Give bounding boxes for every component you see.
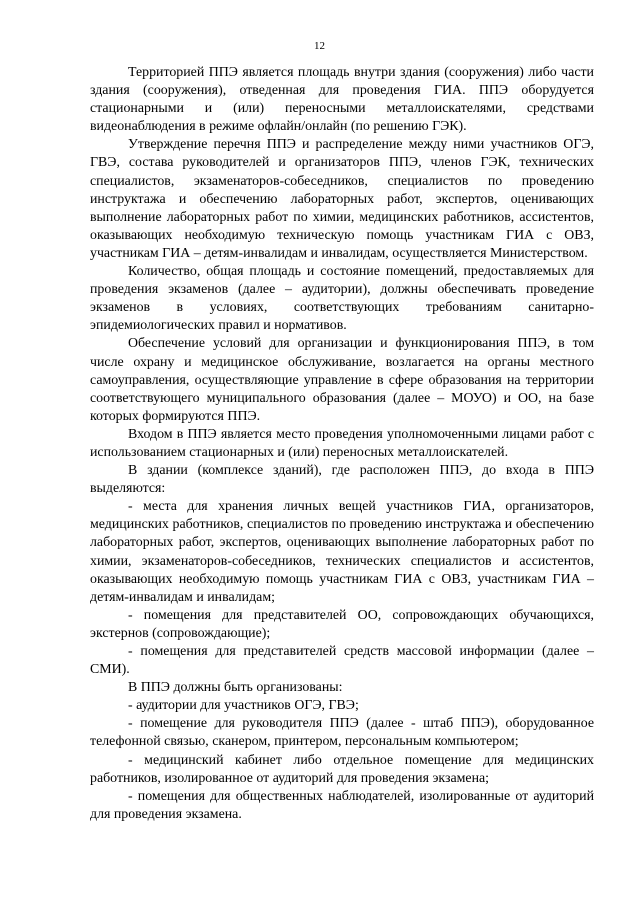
list-item-exam-rooms: - аудитории для участников ОГЭ, ГВЭ; xyxy=(128,698,359,714)
list-item-observer-rooms: - помещения для общественных наблюдателей, изолированные от аудиторий для проведения экзамена. xyxy=(90,788,594,822)
list-item-medical-office: - медицинский кабинет либо отдельное помещение для медицинских работников, изолированное от аудиторий для проведения экзамена; xyxy=(90,752,594,786)
paragraph-rooms-quantity: Количество, общая площадь и состояние помещений, предоставляемых для проведения экзаменов (далее – аудитории), должны обеспечивать проведение экзаменов в условиях, соответствующих требованиям санитарно-эпидемиологических правил и нормативов. xyxy=(90,264,594,334)
page-number: 12 xyxy=(314,40,325,52)
list-item-storage-places: - места для хранения личных вещей участников ГИА, организаторов, медицинских работников, специалистов по проведению инструктажа и обеспечению лабораторных работ, экспертов, оценивающих выполнение лабораторных работ по химии, экзаменаторов-собеседников, технических специалистов и ассистентов, оказывающих необходимую помощь участникам ГИА с ОВЗ, участникам ГИА – детям-инвалидам и инвалидам; xyxy=(90,499,594,605)
paragraph-must-be-organized: В ППЭ должны быть организованы: xyxy=(128,680,343,696)
list-item-media-rooms: - помещения для представителей средств массовой информации (далее – СМИ). xyxy=(90,644,594,678)
paragraph-territory: Территорией ППЭ является площадь внутри здания (сооружения) либо части здания (сооружения), отведенная для проведения ГИА. ППЭ оборудуется стационарными и (или) переносными металлоискателями, средствами видеонаблюдения в режиме офлайн/онлайн (по решению ГЭК). xyxy=(90,65,594,135)
list-item-headquarters: - помещение для руководителя ППЭ (далее - штаб ППЭ), оборудованное телефонной связью, сканером, принтером, персональным компьютером; xyxy=(90,716,594,750)
paragraph-building-areas: В здании (комплексе зданий), где расположен ППЭ, до входа в ППЭ выделяются: xyxy=(90,463,594,497)
document-body xyxy=(90,64,594,824)
paragraph-conditions: Обеспечение условий для организации и функционирования ППЭ, в том числе охрану и медицинское обслуживание, возлагается на органы местного самоуправления, осуществляющие управление в сфере образования на территории соответствующего муниципального образования (далее – МОУО) и ОО, на базе которых формируются ППЭ. xyxy=(90,336,594,424)
list-item-escort-rooms: - помещения для представителей ОО, сопровождающих обучающихся, экстернов (сопровождающие); xyxy=(90,607,594,641)
paragraph-entrance: Входом в ППЭ является место проведения уполномоченными лицами работ с использованием стационарных и (или) переносных металлоискателей. xyxy=(90,426,594,460)
paragraph-approval: Утверждение перечня ППЭ и распределение между ними участников ОГЭ, ГВЭ, состава руководителей и организаторов ППЭ, членов ГЭК, технических специалистов, экзаменаторов-собеседников, специалистов по проведению инструктажа и обеспечению лабораторных работ, экспертов, оценивающих выполнение лабораторных работ по химии, медицинских работников, ассистентов, оказывающих необходимую техническую помощь участникам ГИА с ОВЗ, участникам ГИА – детям-инвалидам и инвалидам, осуществляется Министерством. xyxy=(90,137,594,261)
